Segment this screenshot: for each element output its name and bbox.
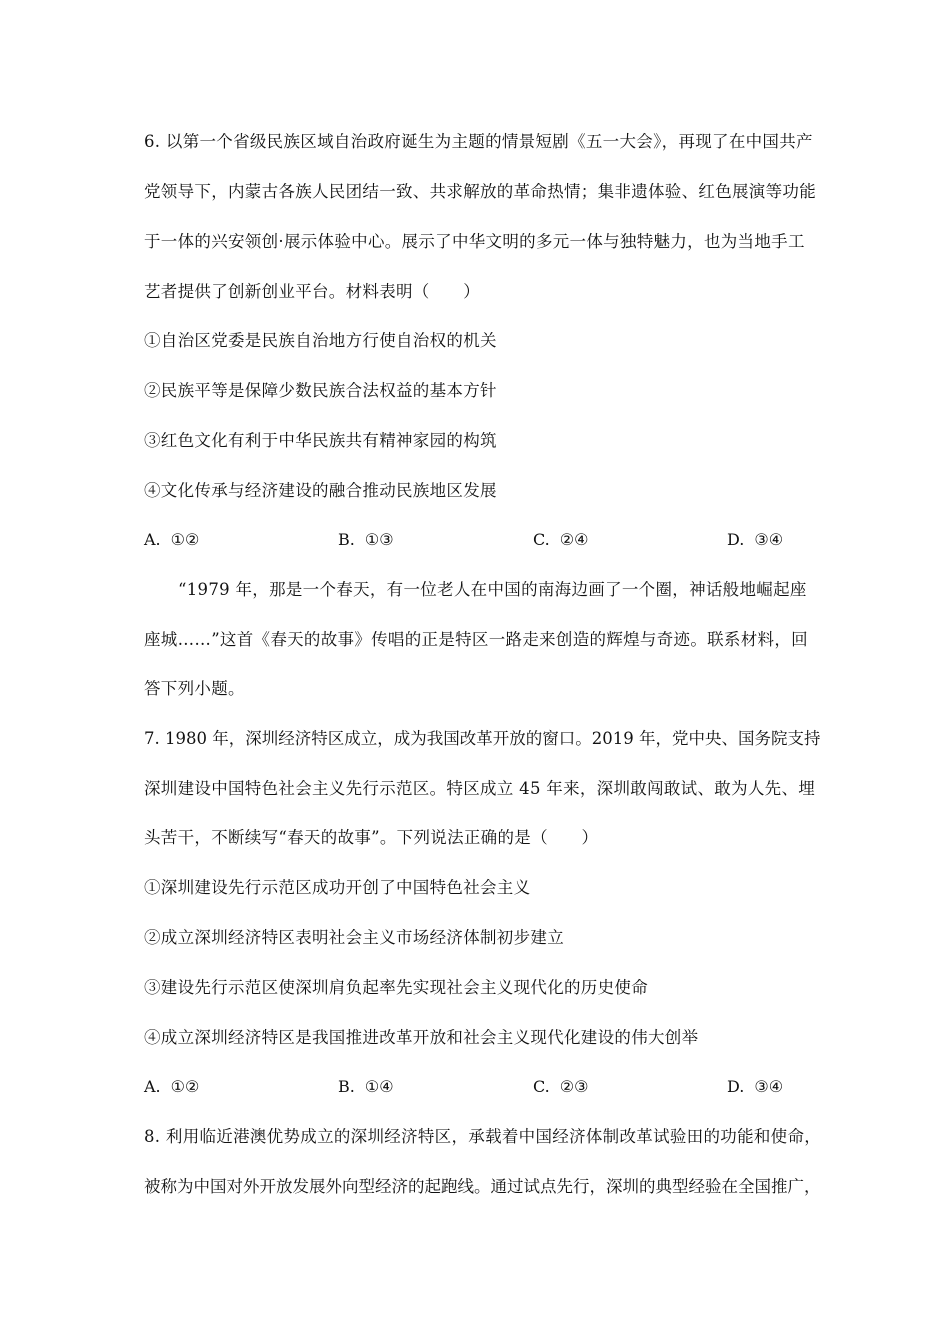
- option-key: B.: [338, 1077, 355, 1096]
- option-key: D.: [727, 530, 745, 549]
- option-text: ①②: [170, 1077, 200, 1096]
- q6-option-b[interactable]: [338, 528, 394, 552]
- option-key: B.: [338, 530, 355, 549]
- q6-option-c[interactable]: [533, 528, 588, 552]
- q6-statement-4: ④文化传承与经济建设的融合推动民族地区发展: [144, 481, 497, 500]
- material-line-2: 座城……”这首《春天的故事》传唱的正是特区一路走来创造的辉煌与奇迹。联系材料，回: [144, 630, 808, 649]
- q7-option-c[interactable]: [533, 1075, 588, 1099]
- q6-stem-line-1: 6. 以第一个省级民族区域自治政府诞生为主题的情景短剧《五一大会》，再现了在中国共产: [144, 132, 813, 151]
- q8-stem-line-1: 8. 利用临近港澳优势成立的深圳经济特区，承载着中国经济体制改革试验田的功能和使命，: [144, 1127, 822, 1146]
- option-text: ①②: [170, 530, 200, 549]
- q6-options: [144, 528, 824, 552]
- option-text: ③④: [754, 530, 784, 549]
- q6-statement-3: ③红色文化有利于中华民族共有精神家园的构筑: [144, 431, 497, 450]
- q7-statement-2: ②成立深圳经济特区表明社会主义市场经济体制初步建立: [144, 928, 564, 947]
- q7-stem-line-2: 深圳建设中国特色社会主义先行示范区。特区成立 45 年来，深圳敢闯敢试、敢为人先、埋: [144, 779, 816, 798]
- q7-option-a[interactable]: [144, 1075, 199, 1099]
- q6-stem-line-2: 党领导下，内蒙古各族人民团结一致、共求解放的革命热情；集非遗体验、红色展演等功能: [144, 182, 816, 201]
- option-text: ①③: [364, 530, 394, 549]
- material-line-1: “1979 年，那是一个春天，有一位老人在中国的南海边画了一个圈，神话般地崛起座: [178, 580, 807, 599]
- q7-stem-line-1: 7. 1980 年，深圳经济特区成立，成为我国改革开放的窗口。2019 年，党中央、国务院支持: [144, 729, 821, 748]
- q7-statement-4: ④成立深圳经济特区是我国推进改革开放和社会主义现代化建设的伟大创举: [144, 1028, 699, 1047]
- q6-stem-line-3: 于一体的兴安领创·展示体验中心。展示了中华文明的多元一体与独特魅力，也为当地手工: [144, 232, 805, 251]
- option-key: C.: [533, 1077, 550, 1096]
- material-line-3: 答下列小题。: [144, 679, 245, 698]
- q6-option-a[interactable]: [144, 528, 199, 552]
- option-text: ①④: [364, 1077, 394, 1096]
- q7-stem-line-3: 头苦干，不断续写“春天的故事”。下列说法正确的是（ ）: [144, 828, 599, 847]
- q7-statement-3: ③建设先行示范区使深圳肩负起率先实现社会主义现代化的历史使命: [144, 978, 648, 997]
- option-key: C.: [533, 530, 550, 549]
- q7-option-b[interactable]: [338, 1075, 394, 1099]
- option-text: ②④: [559, 530, 589, 549]
- q7-statement-1: ①深圳建设先行示范区成功开创了中国特色社会主义: [144, 878, 531, 897]
- q6-stem-line-4: 艺者提供了创新创业平台。材料表明（ ）: [144, 282, 480, 301]
- q8-stem-line-2: 被称为中国对外开放发展外向型经济的起跑线。通过试点先行，深圳的典型经验在全国推广，: [144, 1177, 821, 1196]
- q6-statement-1: ①自治区党委是民族自治地方行使自治权的机关: [144, 331, 497, 350]
- option-text: ②③: [559, 1077, 589, 1096]
- q7-option-d[interactable]: [727, 1075, 783, 1099]
- q6-option-d[interactable]: [727, 528, 783, 552]
- option-key: A.: [144, 530, 161, 549]
- q6-statement-2: ②民族平等是保障少数民族合法权益的基本方针: [144, 381, 497, 400]
- option-key: A.: [144, 1077, 161, 1096]
- option-key: D.: [727, 1077, 745, 1096]
- q7-options: [144, 1075, 824, 1099]
- option-text: ③④: [754, 1077, 784, 1096]
